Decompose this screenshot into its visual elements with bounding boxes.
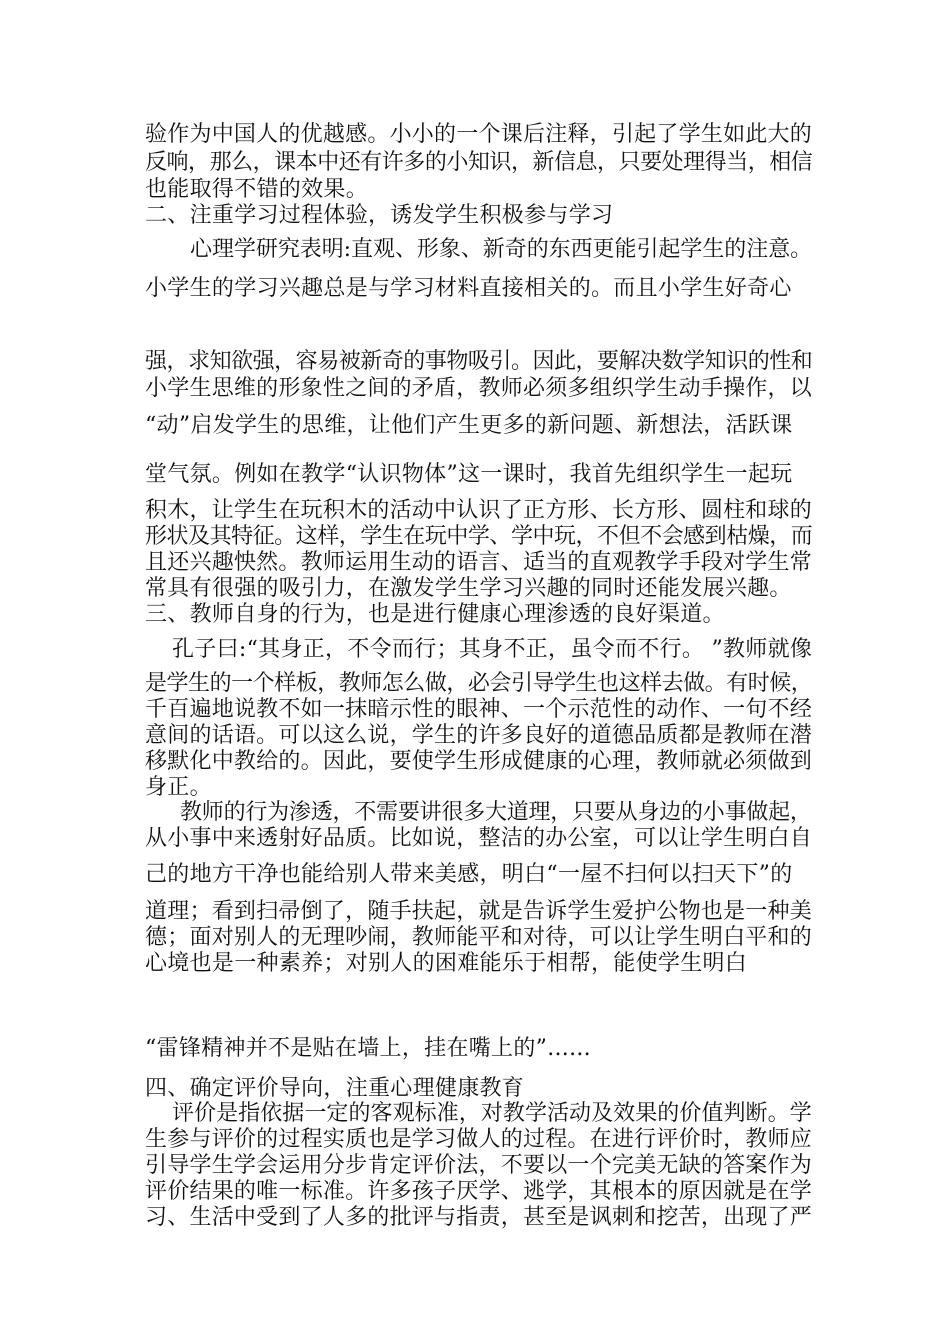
body-text-line: 引导学生学会运用分步肯定评价法，不要以一个完美无缺的答案作为: [145, 1153, 813, 1178]
body-text-line: 教师的行为渗透，不需要讲很多大道理，只要从身边的小事做起，: [180, 800, 812, 825]
body-text-line: 身正。: [145, 775, 212, 800]
body-text-line: 德；面对别人的无理吵闹，教师能平和对待，可以让学生明白平和的: [145, 925, 813, 950]
section-heading: 四、确定评价导向，注重心理健康教育: [145, 1076, 525, 1101]
body-text-line: 小学生思维的形象性之间的矛盾，教师必须多组织学生动手操作，以: [145, 376, 813, 401]
body-text-line: 千百遍地说教不如一抹暗示性的眼神、一个示范性的动作、一句不经: [145, 697, 813, 722]
body-text-line: 习、生活中受到了人多的批评与指责，甚至是讽刺和挖苦，出现了严: [145, 1205, 813, 1230]
body-text-line: 形状及其特征。这样，学生在玩中学、学中玩，不但不会感到枯燥，而: [145, 524, 813, 549]
body-text-line: 强，求知欲强，容易被新奇的事物吸引。因此，要解决数学知识的性和: [145, 349, 813, 374]
body-text-line: “动”启发学生的思维，让他们产生更多的新问题、新想法，活跃课: [145, 413, 793, 438]
body-text-line: 心境也是一种素养；对别人的困难能乐于相帮，能使学生明白: [145, 951, 748, 976]
section-heading: 二、注重学习过程体验，诱发学生积极参与学习: [145, 203, 614, 228]
body-text-line: 意间的话语。可以这么说，学生的许多良好的道德品质都是教师在潜: [145, 723, 813, 748]
body-text-line: 移默化中教给的。因此，要使学生形成健康的心理，教师就必须做到: [145, 749, 813, 774]
body-text-line: 常具有很强的吸引力，在激发学生学习兴趣的同时还能发展兴趣。: [145, 576, 792, 601]
body-text-line: 评价是指依据一定的客观标准，对教学活动及效果的价值判断。学: [172, 1101, 812, 1126]
body-text-line: 也能取得不错的效果。: [145, 177, 369, 202]
body-text-line: 孔子曰:“其身正，不令而行；其身不正，虽令而不行。 ”教师就像: [172, 637, 813, 662]
body-text-line: 从小事中来透射好品质。比如说，整洁的办公室，可以让学生明白自: [145, 826, 813, 851]
body-text-line: 评价结果的唯一标准。许多孩子厌学、逃学，其根本的原因就是在学: [145, 1179, 813, 1204]
body-text-line: 己的地方干净也能给别人带来美感，明白“一屋不扫何以扫天下”的: [145, 862, 793, 887]
body-text-line: 验作为中国人的优越感。小小的一个课后注释，引起了学生如此大的: [145, 122, 813, 147]
body-text-line: 生参与评价的过程实质也是学习做人的过程。在进行评价时，教师应: [145, 1127, 813, 1152]
section-heading: 三、教师自身的行为，也是进行健康心理渗透的良好渠道。: [145, 602, 725, 627]
body-text-line: “雷锋精神并不是贴在墙上，挂在嘴上的”......: [145, 1036, 591, 1061]
body-text-line: 反响，那么，课本中还有许多的小知识，新信息，只要处理得当，相信: [145, 150, 813, 175]
body-text-line: 且还兴趣怏然。教师运用生动的语言、适当的直观教学手段对学生常: [145, 550, 813, 575]
body-text-line: 小学生的学习兴趣总是与学习材料直接相关的。而且小学生好奇心: [145, 276, 792, 301]
body-text-line: 心理学研究表明:直观、形象、新奇的东西更能引起学生的注意。: [190, 237, 813, 262]
body-text-line: 堂气氛。例如在教学“认识物体”这一课时，我首先组织学生一起玩: [145, 462, 793, 487]
body-text-line: 是学生的一个样板，教师怎么做，必会引导学生也这样去做。有时候，: [145, 671, 813, 696]
body-text-line: 积木，让学生在玩积木的活动中认识了正方形、长方形、圆柱和球的: [145, 498, 813, 523]
body-text-line: 道理；看到扫帚倒了，随手扶起，就是告诉学生爱护公物也是一种美: [145, 899, 813, 924]
